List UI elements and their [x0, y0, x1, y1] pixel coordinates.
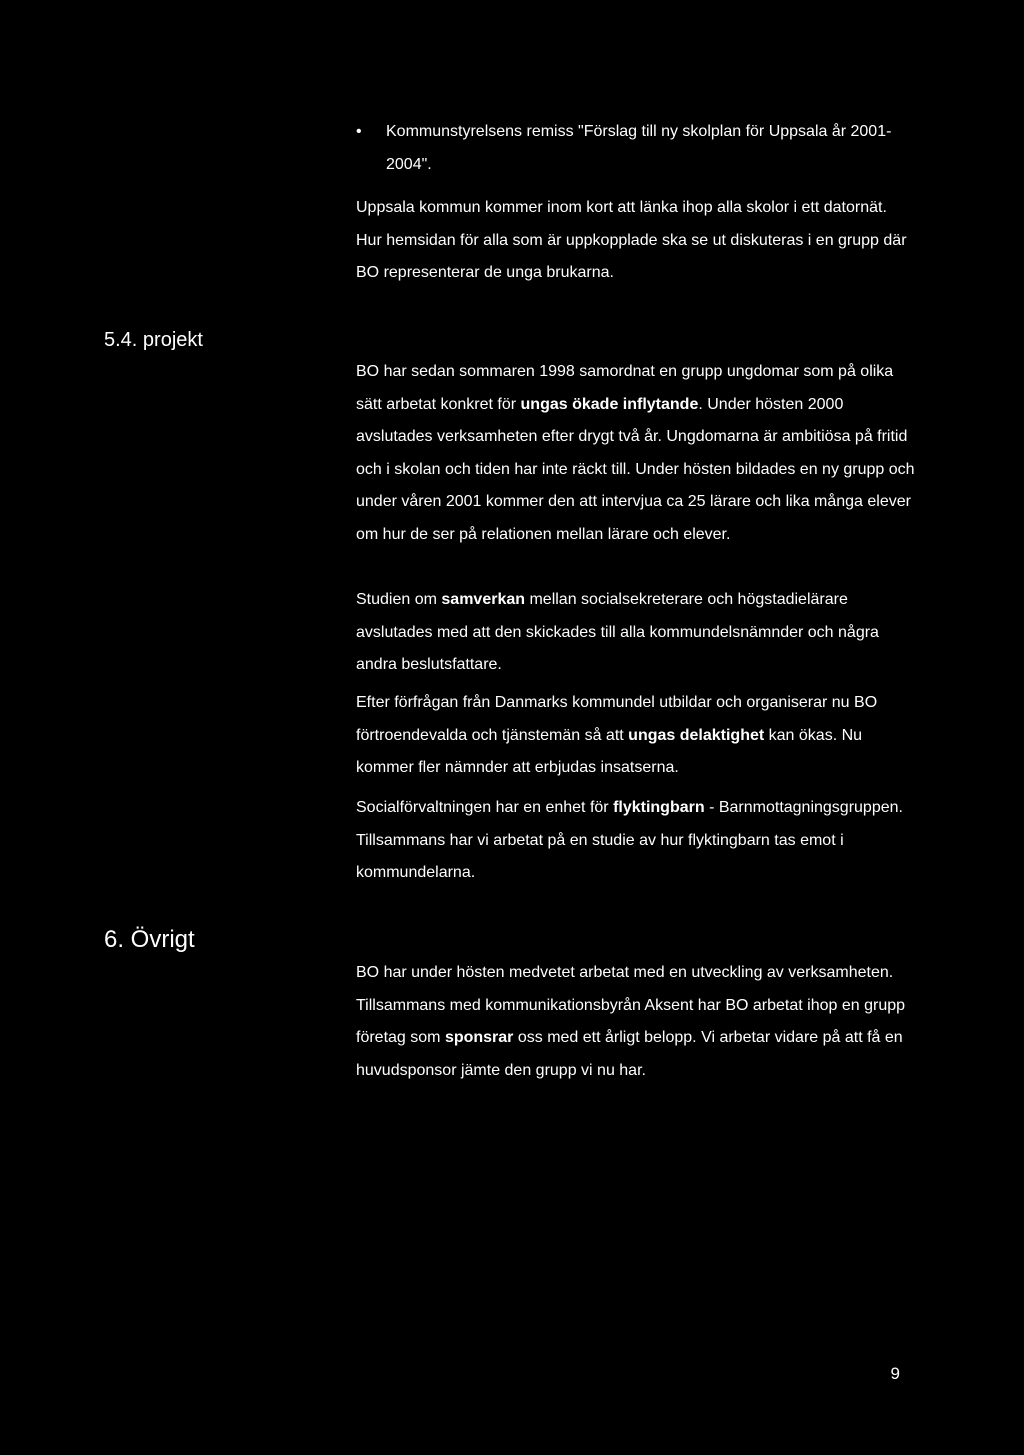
text-run: - Barnmottagningsgruppen. Tillsammans har vi arbetat på en studie av hur flyktingbarn tas emot i kommundelarna.: [356, 799, 903, 881]
text-run: kan ökas. Nu kommer fler nämnder att erbjudas insatserna.: [356, 726, 863, 776]
section-5-4-paragraph-1: [356, 356, 916, 551]
text-run: mellan socialsekreterare och högstadielärare avslutades med att den skickades till alla kommundelsnämnder och några andra beslutsfattare.: [356, 591, 879, 673]
bullet-list-item: [356, 116, 916, 181]
bold-text-run: ungas ökade inflytande: [520, 395, 699, 413]
text-run: BO har under hösten medvetet arbetat med en utveckling av verksamheten. Tillsammans med kommunikationsbyrån Aksent har BO arbetat ihop en grupp företag som: [356, 964, 906, 1046]
section-6-paragraph-1: [356, 957, 916, 1087]
section-5-4-paragraph-3: [356, 687, 916, 785]
text-run: Socialförvaltningen har en enhet för: [356, 799, 614, 816]
page-number: 9: [890, 1364, 900, 1383]
text-run: BO har sedan sommaren 1998 samordnat en grupp ungdomar som på olika sätt arbetat konkret för: [356, 363, 894, 413]
text-run: Studien om: [356, 591, 442, 608]
section-heading-6: 6. Övrigt: [104, 926, 195, 953]
bold-text-run: samverkan: [441, 591, 526, 608]
intro-paragraph: Uppsala kommun kommer inom kort att länka ihop alla skolor i ett datornät. Hur hemsidan för alla som är uppkopplade ska se ut diskuteras i en grupp där BO representerar de unga brukarna.: [356, 199, 907, 281]
bold-text-run: ungas delaktighet: [628, 726, 765, 744]
section-5-4-paragraph-4: [356, 792, 916, 890]
bold-text-run: flyktingbarn: [613, 799, 705, 816]
bullet-item-text: Kommunstyrelsens remiss "Förslag till ny skolplan för Uppsala år 2001-2004".: [386, 123, 892, 173]
bullet-icon: •: [356, 123, 362, 140]
section-heading-5-4: 5.4. projekt: [104, 329, 203, 351]
section-5-4-paragraph-2: [356, 584, 916, 682]
text-run: oss med ett årligt belopp. Vi arbetar vidare på att få en huvudsponsor jämte den grupp vi nu har.: [356, 1029, 903, 1079]
text-run: . Under hösten 2000 avslutades verksamheten efter drygt två år. Ungdomarna är ambitiösa på fritid och i skolan och tiden har inte räckt till. Under hösten bildades en ny grupp och under våren 2001 kommer den att intervjua ca 25 lärare och lika många elever om hur de ser på relationen mellan lärare och elever.: [356, 395, 915, 543]
text-run: Efter förfrågan från Danmarks kommundel utbildar och organiserar nu BO förtroendevalda och tjänstemän så att: [356, 694, 878, 744]
bold-text-run: sponsrar: [444, 1029, 514, 1046]
